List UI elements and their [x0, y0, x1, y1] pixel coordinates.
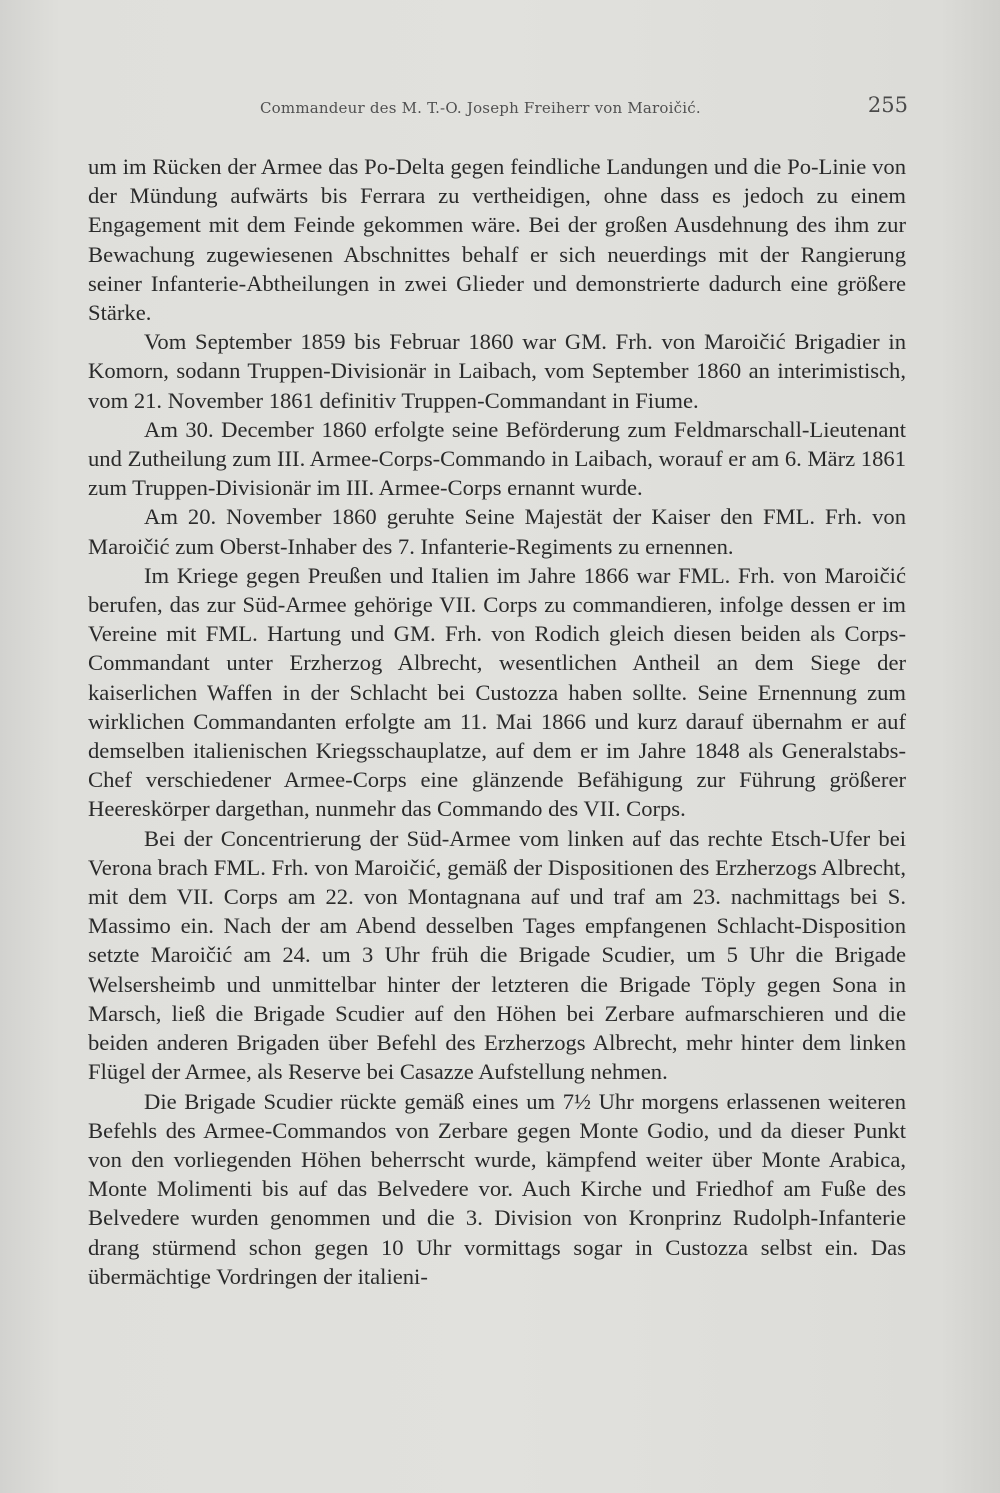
running-title: Commandeur des M. T.-O. Joseph Freiherr von Maroičić.	[260, 99, 701, 117]
paragraph-1: um im Rücken der Armee das Po-Delta gegen feindliche Landungen und die Po-Linie von der Mündung aufwärts bis Ferrara zu vertheidigen, ohne dass es jedoch zu einem Engagement mit dem Feinde gekommen wäre. Bei der großen Ausdehnung des ihm zur Bewachung zugewiesenen Abschnittes behalf er sich neuerdings mit der Rangierung seiner Infanterie-Abtheilungen in zwei Glieder und demonstrierte dadurch eine größere Stärke.	[88, 154, 906, 326]
paragraph-2: Vom September 1859 bis Februar 1860 war GM. Frh. von Maroičić Brigadier in Komorn, sodann Truppen-Divisionär in Laibach, vom September 1860 an interimistisch, vom 21. November 1861 definitiv Truppen-Commandant in Fiume.	[88, 329, 906, 413]
paragraph-6: Bei der Concentrierung der Süd-Armee vom linken auf das rechte Etsch-Ufer bei Verona brach FML. Frh. von Maroičić, gemäß der Dispositionen des Erzherzogs Albrecht, mit dem VII. Corps am 22. von Montagnana auf und traf am 23. nachmittags bei S. Massimo ein. Nach der am Abend desselben Tages empfangenen Schlacht-Disposition setzte Maroičić am 24. um 3 Uhr früh die Brigade Scudier, um 5 Uhr die Brigade Welsersheimb und unmittelbar hinter der letzteren die Brigade Töply gegen Sona in Marsch, ließ die Brigade Scudier auf den Höhen bei Zerbare aufmarschieren und die beiden anderen Brigaden über Befehl des Erzherzogs Albrecht, mehr hinter dem linken Flügel der Armee, als Reserve bei Casazze Aufstellung nehmen.	[88, 825, 906, 1085]
page-number: 255	[867, 93, 908, 117]
paragraph-3: Am 30. December 1860 erfolgte seine Beförderung zum Feldmarschall-Lieutenant und Zutheilung zum III. Armee-Corps-Commando in Laibach, worauf er am 6. März 1861 zum Truppen-Divisionär im III. Armee-Corps ernannt wurde.	[88, 416, 906, 501]
page-header	[88, 93, 908, 123]
body-text	[88, 152, 906, 1291]
paragraph-4: Am 20. November 1860 geruhte Seine Majestät der Kaiser den FML. Frh. von Maroičić zum Oberst-Inhaber des 7. Infanterie-Regiments zu ernennen.	[88, 504, 906, 559]
paragraph-5: Im Kriege gegen Preußen und Italien im Jahre 1866 war FML. Frh. von Maroičić berufen, das zur Süd-Armee gehörige VII. Corps zu commandieren, infolge dessen er im Vereine mit FML. Hartung und GM. Frh. von Rodich gleich diesen beiden als Corps-Commandant unter Erzherzog Albrecht, wesentlichen Antheil an dem Siege der kaiserlichen Waffen in der Schlacht bei Custozza haben sollte. Seine Ernennung zum wirklichen Commandanten erfolgte am 11. Mai 1866 und kurz darauf übernahm er auf demselben italienischen Kriegsschauplatze, auf dem er im Jahre 1848 als Generalstabs-Chef verschiedener Armee-Corps eine glänzende Befähigung zur Führung größerer Heereskörper dargethan, nunmehr das Commando des VII. Corps.	[88, 562, 906, 822]
paragraph-7: Die Brigade Scudier rückte gemäß eines um 7½ Uhr morgens erlassenen weiteren Befehls des Armee-Commandos von Zerbare gegen Monte Godio, und da dieser Punkt von den vorliegenden Höhen beherrscht wurde, kämpfend weiter über Monte Arabica, Monte Molimenti bis auf das Belvedere vor. Auch Kirche und Friedhof am Fuße des Belvedere wurden genommen und die 3. Division von Kronprinz Rudolph-Infanterie drang stürmend schon gegen 10 Uhr vormittags sogar in Custozza selbst ein. Das übermächtige Vordringen der italieni-	[88, 1088, 906, 1289]
